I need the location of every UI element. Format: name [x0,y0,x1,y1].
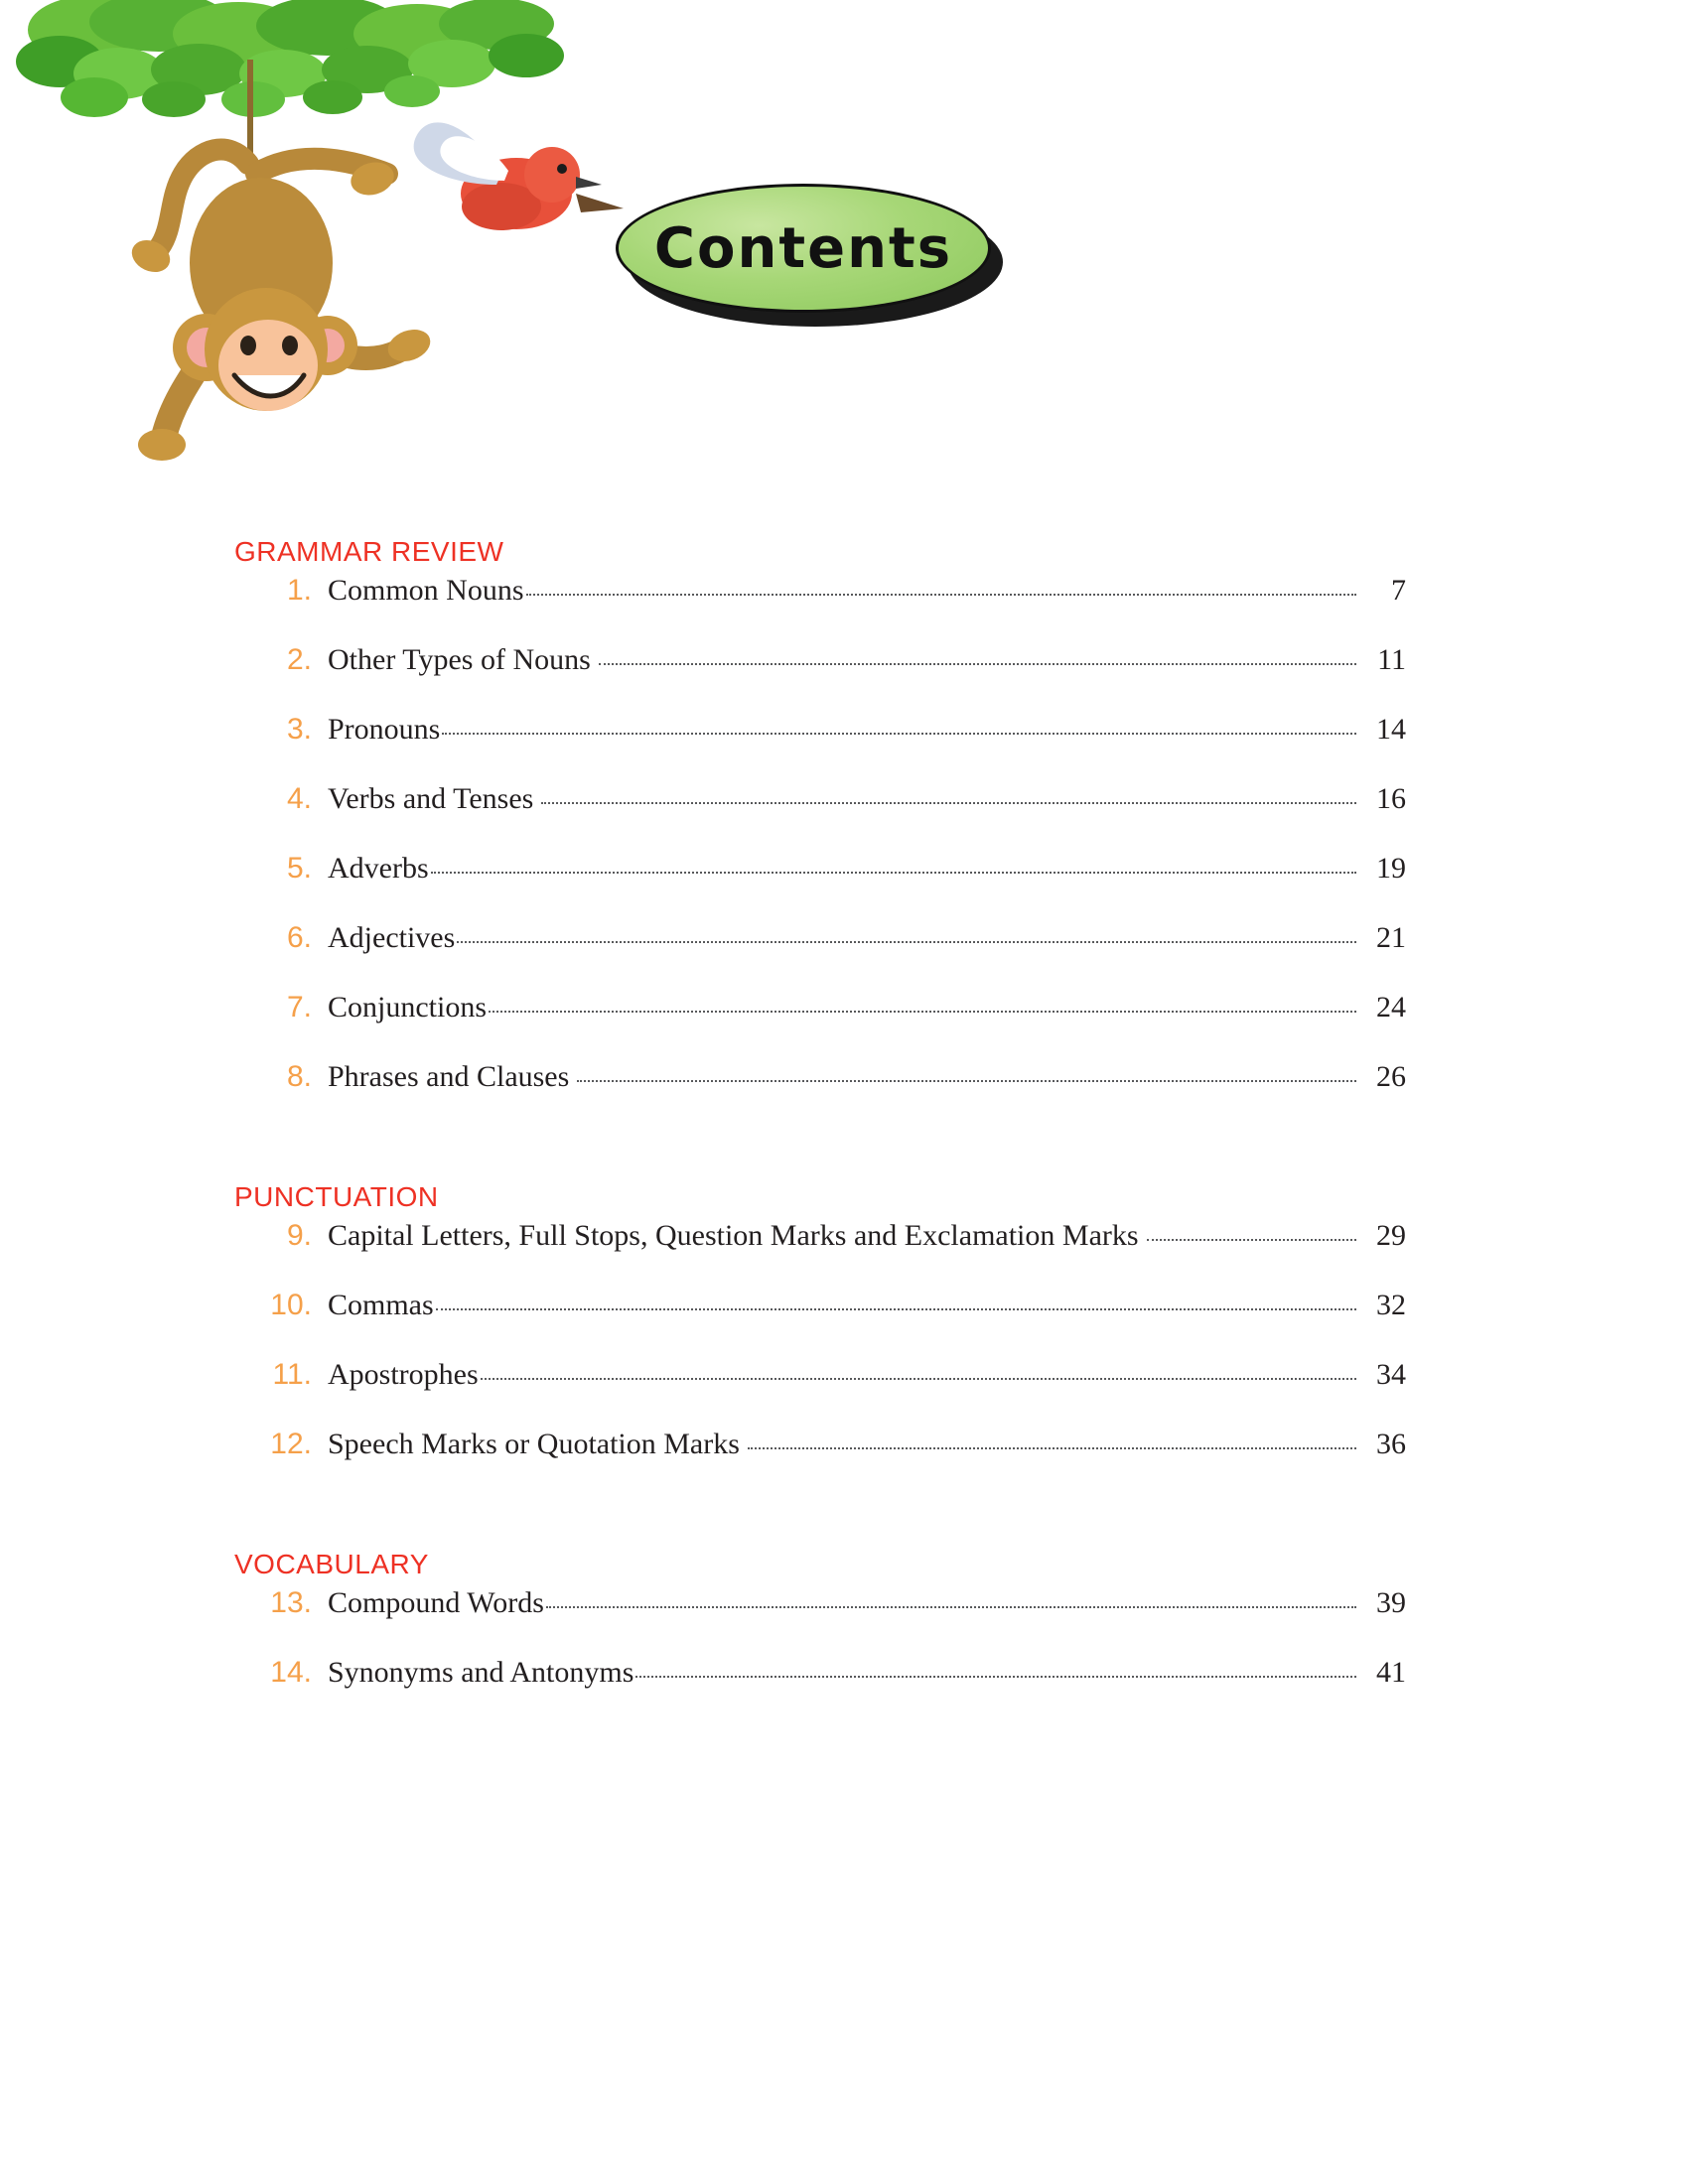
toc-entry-number: 3. [286,713,312,746]
toc-leader [481,1378,1356,1380]
toc-leader [442,733,1356,735]
toc-leader [436,1308,1356,1310]
toc-leader [431,872,1356,874]
page-title: Contents [653,215,953,281]
toc-entry-page: 24 [1376,991,1406,1024]
toc-entry-page: 39 [1376,1586,1406,1619]
toc-entry-page: 34 [1376,1358,1406,1391]
toc-leader [457,941,1356,943]
toc-entry-page: 14 [1376,713,1406,746]
toc-entry-number: 8. [286,1060,312,1093]
toc-entry-title: Adverbs [328,852,429,885]
bird-icon [414,122,624,230]
toc-entry-number: 13. [270,1586,312,1619]
toc-entry-title: Common Nouns [328,574,524,607]
toc-entry[interactable] [234,1586,1406,1656]
toc-entry-title: Compound Words [328,1586,544,1619]
toc-entry[interactable] [234,1060,1406,1130]
toc-entry[interactable] [234,1219,1406,1289]
leaves-icon [16,0,564,117]
toc-entry-title: Other Types of Nouns [328,643,591,676]
toc-leader [1147,1239,1356,1241]
table-of-contents [234,536,1406,1725]
toc-entry-number: 12. [270,1428,312,1460]
toc-leader [541,802,1356,804]
toc-entry-number: 6. [286,921,312,954]
toc-leader [546,1606,1356,1608]
toc-entry-number: 5. [286,852,312,885]
toc-entry-page: 41 [1376,1656,1406,1689]
toc-entry-number: 11. [272,1358,312,1391]
toc-entry-title: Verbs and Tenses [328,782,534,815]
toc-entry-title: Apostrophes [328,1358,479,1391]
toc-entry-number: 10. [270,1289,312,1321]
toc-entry[interactable] [234,1656,1406,1725]
toc-entry-page: 36 [1376,1428,1406,1460]
toc-leader [599,663,1356,665]
toc-entry-page: 32 [1376,1289,1406,1321]
toc-entry-title: Conjunctions [328,991,488,1024]
toc-entry-page: 19 [1376,852,1406,885]
toc-entry-number: 7. [286,991,312,1024]
toc-entry[interactable] [234,713,1406,782]
toc-entry[interactable] [234,1428,1406,1497]
toc-leader [489,1011,1356,1013]
toc-entry-title: Pronouns [328,713,441,746]
toc-entry-page: 11 [1377,643,1406,676]
toc-entry-title: Phrases and Clauses [328,1060,570,1093]
contents-badge [616,184,1003,328]
toc-entry-page: 29 [1376,1219,1406,1252]
toc-entry[interactable] [234,852,1406,921]
toc-leader [577,1080,1356,1082]
toc-entry[interactable] [234,643,1406,713]
toc-entry-number: 14. [270,1656,312,1689]
toc-leader [748,1447,1356,1449]
toc-entry-number: 2. [286,643,312,676]
header-illustration [0,0,695,477]
toc-entry-page: 21 [1376,921,1406,954]
toc-entry-title: Commas [328,1289,434,1321]
toc-entry-number: 9. [286,1219,312,1252]
section-heading-vocabulary: VOCABULARY [234,1549,429,1579]
section-heading-grammar-review: GRAMMAR REVIEW [234,536,504,567]
toc-entry-page: 26 [1376,1060,1406,1093]
toc-entry[interactable] [234,782,1406,852]
toc-entry[interactable] [234,1289,1406,1358]
toc-leader [635,1676,1356,1678]
toc-entry-title: Speech Marks or Quotation Marks [328,1428,740,1460]
toc-entry-title: Capital Letters, Full Stops, Question Marks and Exclamation Marks [328,1219,1139,1252]
toc-entry[interactable] [234,921,1406,991]
toc-entry-page: 16 [1376,782,1406,815]
section-heading-punctuation: PUNCTUATION [234,1181,439,1212]
toc-entry-title: Synonyms and Antonyms [328,1656,634,1689]
toc-entry-page: 7 [1391,574,1406,607]
toc-leader [526,594,1356,596]
toc-entry[interactable] [234,1358,1406,1428]
toc-entry-number: 1. [286,574,312,607]
toc-entry-number: 4. [286,782,312,815]
toc-entry[interactable] [234,991,1406,1060]
toc-entry[interactable] [234,574,1406,643]
toc-entry-title: Adjectives [328,921,456,954]
monkey-icon [127,150,435,461]
